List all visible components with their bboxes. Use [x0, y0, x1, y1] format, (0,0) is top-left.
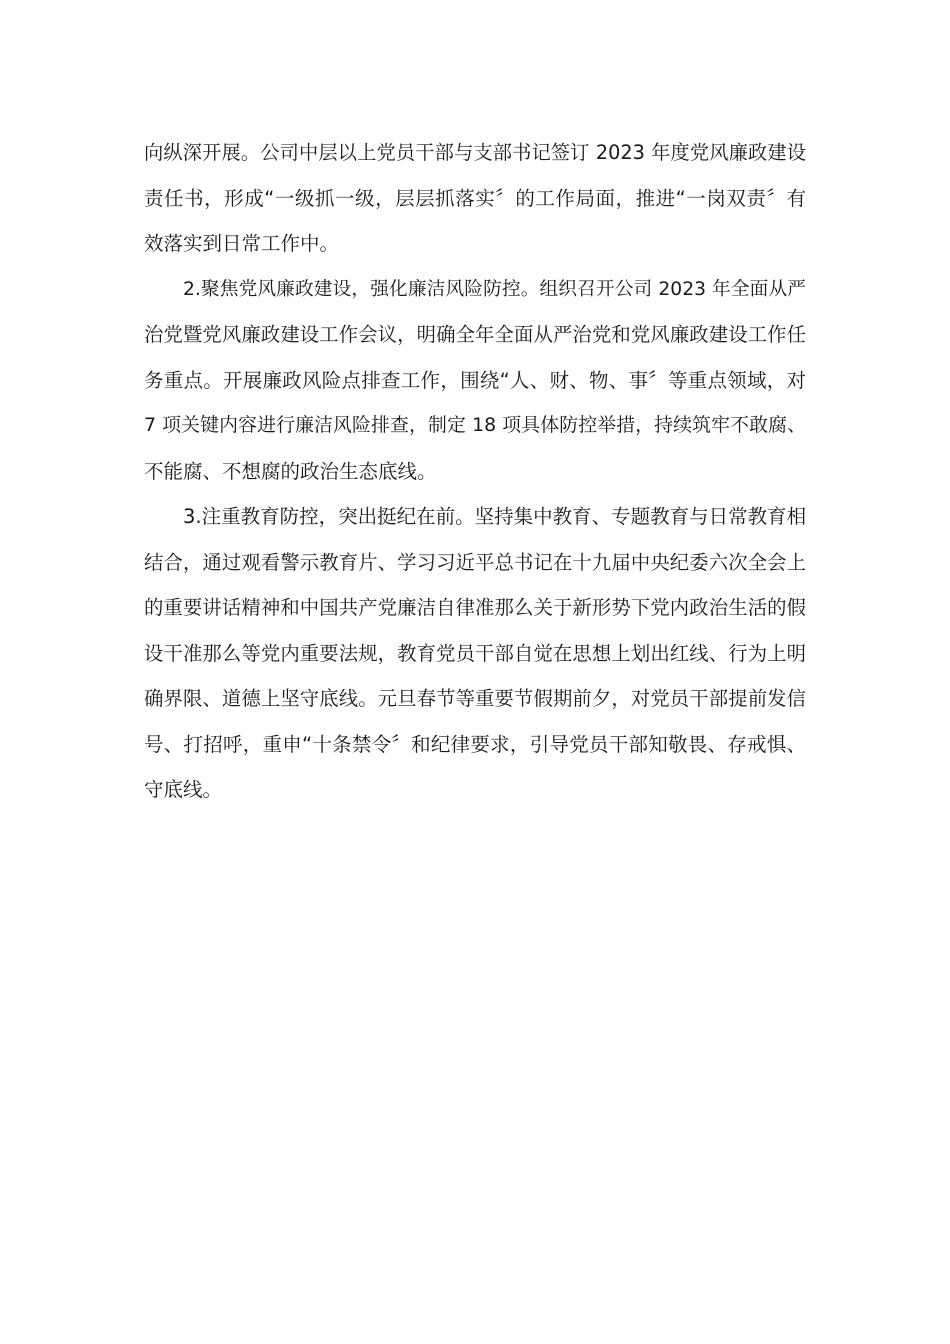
text-line: 号、打招呼，重申“十条禁令〞和纪律要求，引导党员干部知敬畏、存戒惧、: [144, 732, 806, 756]
document-body: [144, 130, 806, 813]
text-line: 责任书，形成“一级抓一级，层层抓落实〞的工作局面，推进“一岗双责〞有: [144, 186, 806, 210]
paragraph-3: [144, 494, 806, 813]
text-line: 治党暨党风廉政建设工作会议，明确全年全面从严治党和党风廉政建设工作任: [144, 323, 806, 346]
text-line: 务重点。开展廉政风险点排查工作，围绕“人、财、物、事〞等重点领域，对: [144, 368, 806, 392]
text-line: 3.注重教育防控，突出挺纪在前。坚持集中教育、专题教育与日常教育相: [183, 505, 807, 528]
text-line: 不能腐、不想腐的政治生态底线。: [144, 459, 437, 483]
text-line: 设干准那么等党内重要法规，教育党员干部自觉在思想上划出红线、行为上明: [144, 641, 806, 665]
text-line: 结合，通过观看警示教育片、学习习近平总书记在十九届中央纪委六次全会上: [144, 550, 806, 574]
paragraph-2: [144, 267, 806, 495]
text-line: 确界限、道德上坚守底线。元旦春节等重要节假期前夕，对党员干部提前发信: [144, 687, 806, 710]
text-line: 2.聚焦党风廉政建设，强化廉洁风险防控。组织召开公司 2023 年全面从严: [183, 278, 806, 300]
paragraph-1: [144, 130, 806, 267]
text-line: 的重要讲话精神和中国共产党廉洁自律准那么关于新形势下党内政治生活的假: [144, 596, 806, 619]
text-line: 7 项关键内容进行廉洁风险排查，制定 18 项具体防控举措，持续筑牢不敢腐、: [144, 414, 806, 436]
text-line: 向纵深开展。公司中层以上党员干部与支部书记签订 2023 年度党风廉政建设: [144, 141, 806, 164]
text-line: 效落实到日常工作中。: [144, 232, 340, 255]
text-line: 守底线。: [144, 778, 223, 801]
